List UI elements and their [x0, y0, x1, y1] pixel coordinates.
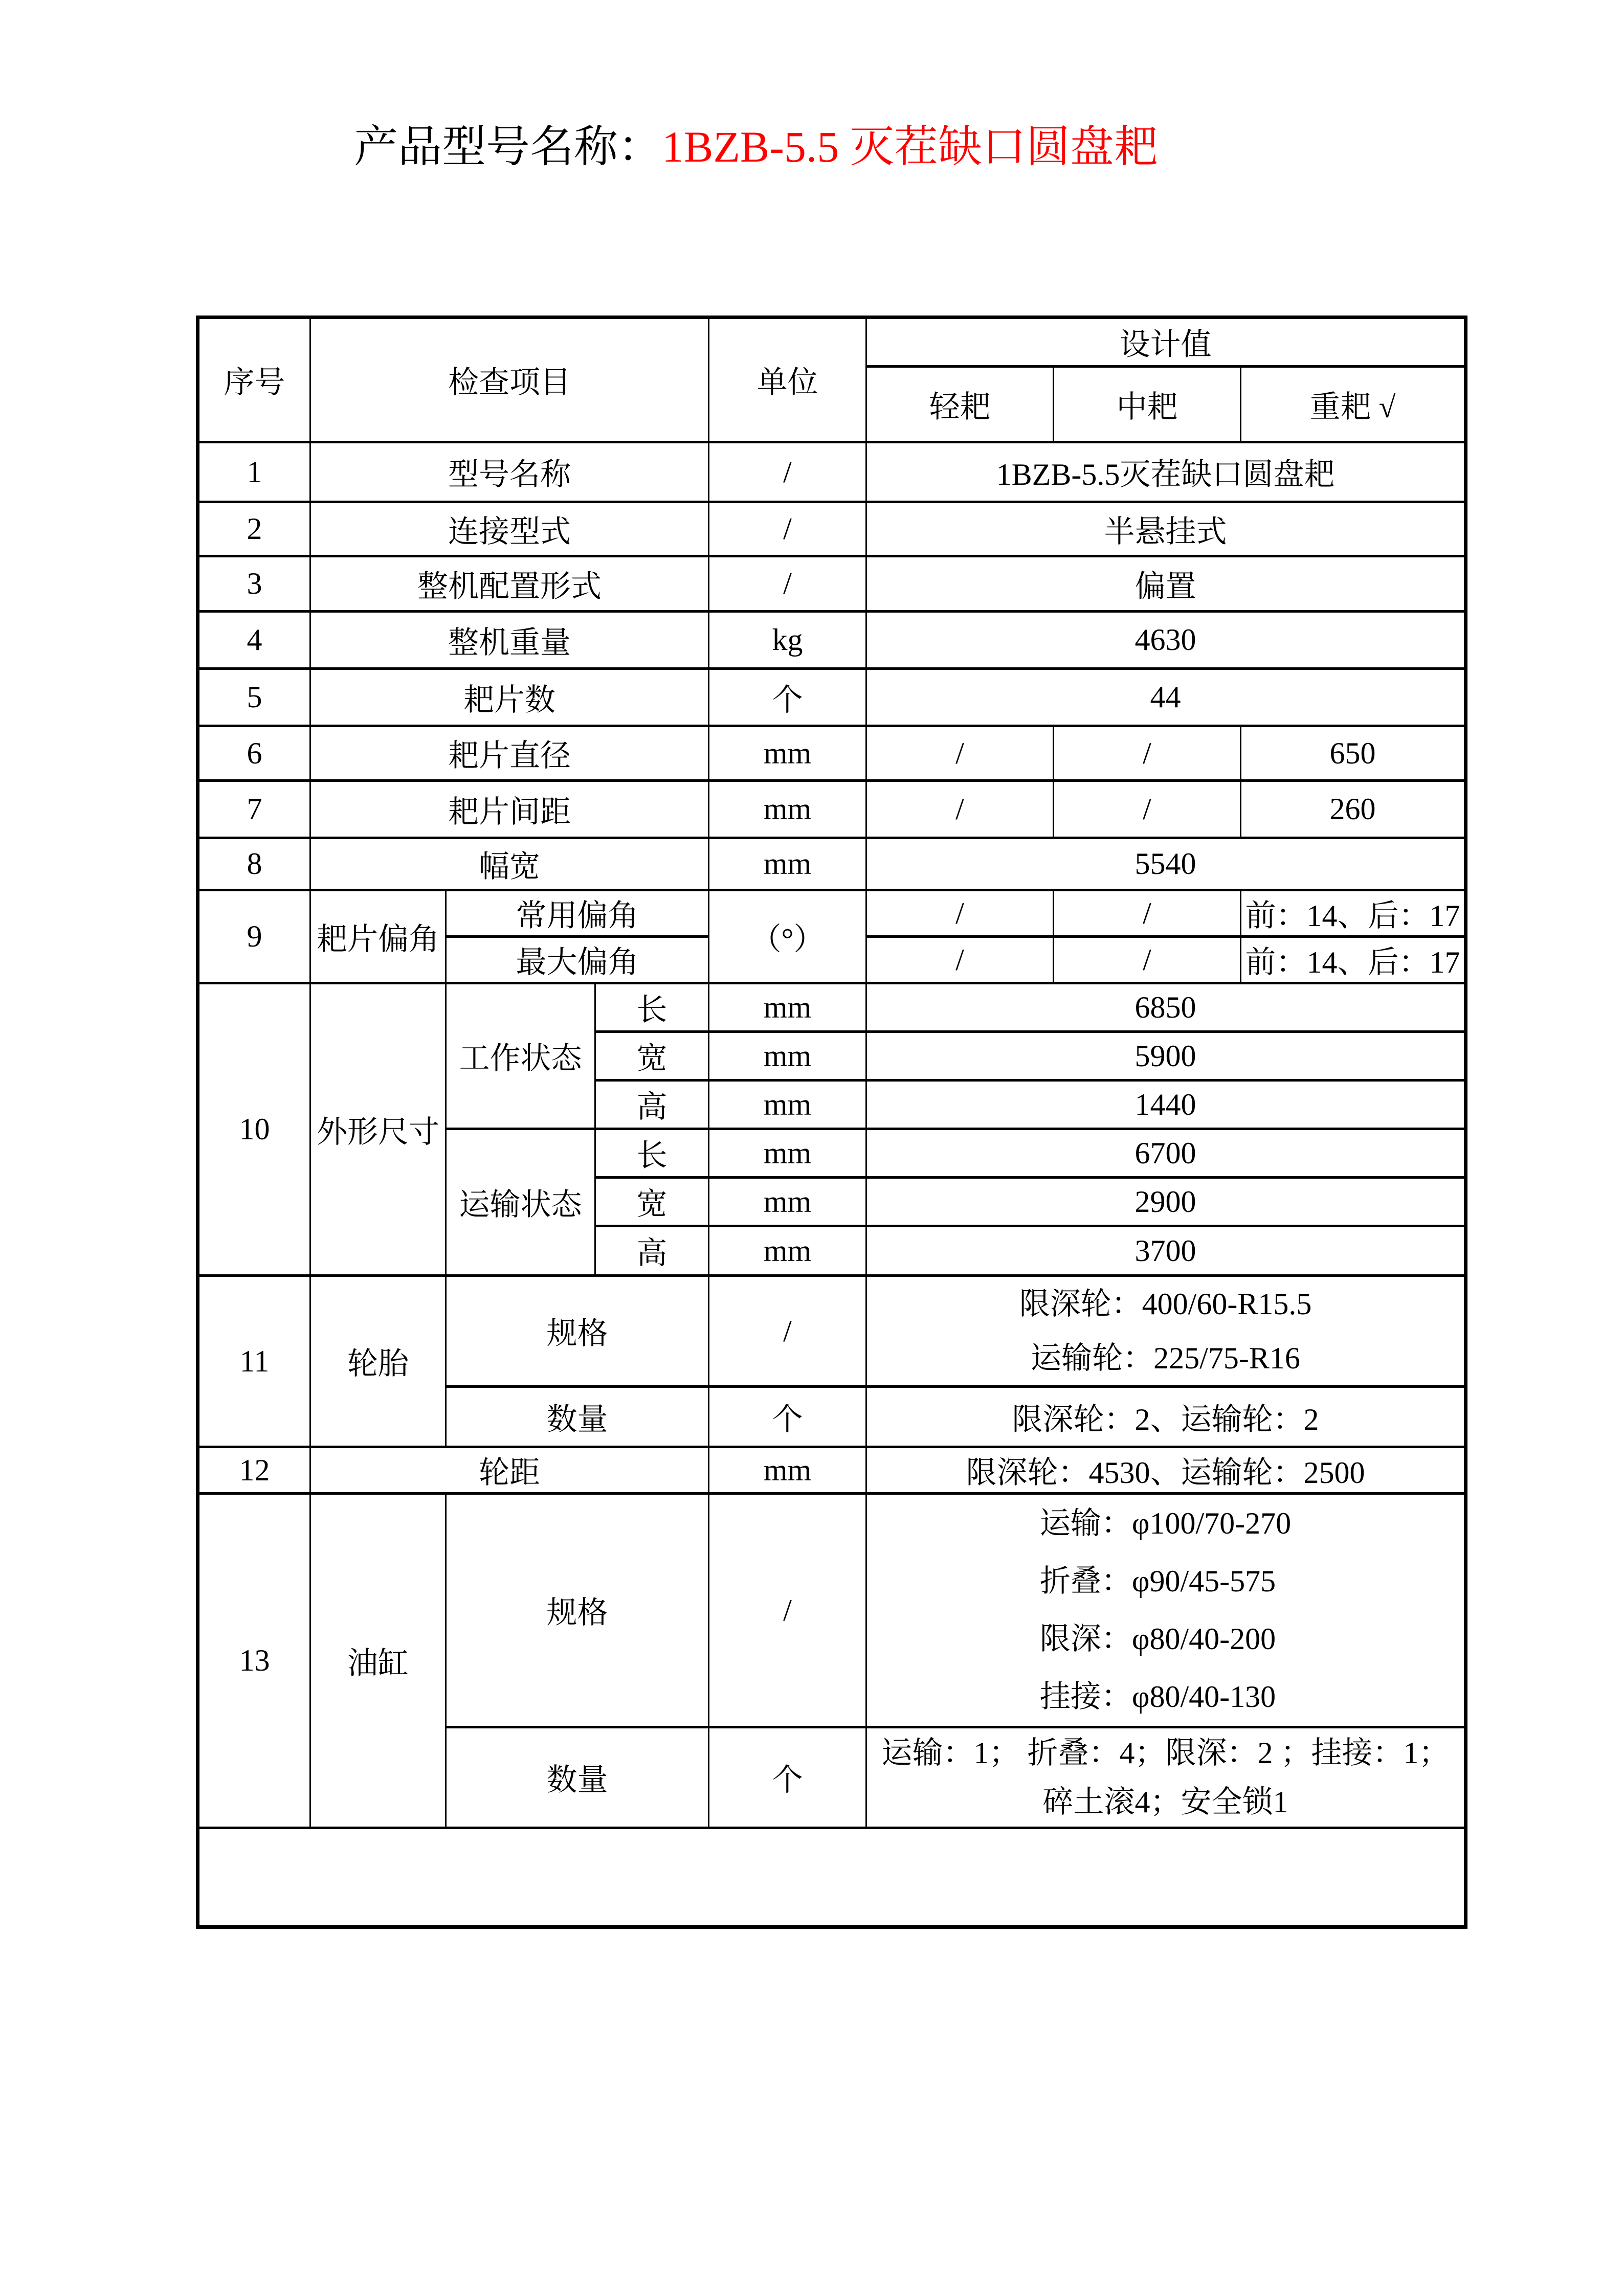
table-row [198, 669, 1466, 726]
row6-serial: 6 [198, 726, 310, 781]
row13-spec-line2: 折叠：φ90/45-575 [1039, 1564, 1276, 1598]
table-row [198, 983, 1466, 1032]
table-row [198, 612, 1466, 669]
row11-qty-label: 数量 [446, 1387, 709, 1447]
row13-serial: 13 [198, 1494, 310, 1828]
row6-medium-value: / [1054, 726, 1241, 781]
row10-transport-width-label: 宽 [595, 1178, 709, 1226]
cylinder-spec-lines [1040, 1495, 1291, 1726]
row10-transport-width-unit: mm [709, 1178, 866, 1226]
row10-serial: 10 [198, 983, 310, 1276]
row10-transport-length-unit: mm [709, 1129, 866, 1178]
row10-transport-height-value: 3700 [866, 1226, 1466, 1276]
row13-spec-line4: 挂接：φ80/40-130 [1039, 1680, 1276, 1714]
header-medium-harrow: 中耙 [1054, 367, 1241, 442]
row10-transport-width-value: 2900 [866, 1178, 1466, 1226]
row3-value: 偏置 [866, 556, 1466, 612]
row7-item: 耙片间距 [310, 781, 709, 838]
row10-transport-length-value: 6700 [866, 1129, 1466, 1178]
row11-qty-unit: 个 [709, 1387, 866, 1447]
row9-unit: （°） [709, 890, 866, 983]
row4-serial: 4 [198, 612, 310, 669]
row3-item: 整机配置形式 [310, 556, 709, 612]
row11-serial: 11 [198, 1276, 310, 1447]
row13-spec-unit: / [709, 1494, 866, 1727]
row8-unit: mm [709, 838, 866, 890]
row7-heavy-value: 260 [1241, 781, 1466, 838]
row9-max-label: 最大偏角 [446, 937, 709, 983]
row5-unit: 个 [709, 669, 866, 726]
spec-table [196, 316, 1467, 1929]
row9-serial: 9 [198, 890, 310, 983]
row11-spec-line1: 限深轮：400/60-R15.5 [1019, 1287, 1312, 1321]
row13-spec-label: 规格 [446, 1494, 709, 1727]
row9-common-heavy: 前：14、后：17 [1241, 890, 1466, 937]
table-row [198, 442, 1466, 502]
row6-light-value: / [866, 726, 1054, 781]
header-design-value: 设计值 [866, 318, 1466, 367]
row6-item: 耙片直径 [310, 726, 709, 781]
row11-qty-value: 限深轮：2、运输轮：2 [866, 1387, 1466, 1447]
row3-unit: / [709, 556, 866, 612]
header-row-1 [198, 318, 1466, 367]
row1-item: 型号名称 [310, 442, 709, 502]
row10-work-length-label: 长 [595, 983, 709, 1032]
header-light-harrow: 轻耙 [866, 367, 1054, 442]
row13-qty-value: 运输：1； 折叠：4；限深：2 ；挂接：1；碎土滚4；安全锁1 [866, 1727, 1466, 1828]
table-row [198, 781, 1466, 838]
row7-serial: 7 [198, 781, 310, 838]
row9-common-label: 常用偏角 [446, 890, 709, 937]
table-row [198, 1494, 1466, 1727]
row1-serial: 1 [198, 442, 310, 502]
row6-unit: mm [709, 726, 866, 781]
row13-item: 油缸 [310, 1494, 446, 1828]
row5-item: 耙片数 [310, 669, 709, 726]
row9-max-medium: / [1054, 937, 1241, 983]
row2-serial: 2 [198, 502, 310, 556]
row9-common-medium: / [1054, 890, 1241, 937]
table-row [198, 502, 1466, 556]
page-title [354, 123, 1158, 171]
row4-unit: kg [709, 612, 866, 669]
row10-work-length-value: 6850 [866, 983, 1466, 1032]
header-item: 检查项目 [310, 318, 709, 442]
row10-transport-height-unit: mm [709, 1226, 866, 1276]
row10-work-height-value: 1440 [866, 1081, 1466, 1129]
row13-spec-line3: 限深：φ80/40-200 [1039, 1622, 1276, 1656]
empty-row-cell [198, 1828, 1466, 1927]
row10-transport-height-label: 高 [595, 1226, 709, 1276]
table-row [198, 726, 1466, 781]
header-heavy-harrow: 重耙 √ [1241, 367, 1466, 442]
row4-value: 4630 [866, 612, 1466, 669]
row7-medium-value: / [1054, 781, 1241, 838]
row13-qty-label: 数量 [446, 1727, 709, 1828]
table-row [198, 890, 1466, 937]
row12-serial: 12 [198, 1447, 310, 1494]
row10-work-length-unit: mm [709, 983, 866, 1032]
row11-spec-value [866, 1276, 1466, 1387]
table-row [198, 1828, 1466, 1927]
row12-item: 轮距 [310, 1447, 709, 1494]
header-serial: 序号 [198, 318, 310, 442]
header-unit: 单位 [709, 318, 866, 442]
row9-max-heavy: 前：14、后：17 [1241, 937, 1466, 983]
row13-qty-unit: 个 [709, 1727, 866, 1828]
title-label: 产品型号名称： [354, 122, 662, 171]
row10-work-width-value: 5900 [866, 1032, 1466, 1081]
row7-light-value: / [866, 781, 1054, 838]
row11-item: 轮胎 [310, 1276, 446, 1447]
row7-unit: mm [709, 781, 866, 838]
row11-spec-label: 规格 [446, 1276, 709, 1387]
row10-work-width-label: 宽 [595, 1032, 709, 1081]
row10-transport-label: 运输状态 [446, 1129, 595, 1276]
row8-item: 幅宽 [310, 838, 709, 890]
row10-work-label: 工作状态 [446, 983, 595, 1129]
row2-item: 连接型式 [310, 502, 709, 556]
row9-max-light: / [866, 937, 1054, 983]
row12-unit: mm [709, 1447, 866, 1494]
row13-spec-value [866, 1494, 1466, 1727]
row2-unit: / [709, 502, 866, 556]
row8-value: 5540 [866, 838, 1466, 890]
row13-spec-line1: 运输：φ100/70-270 [1039, 1506, 1292, 1540]
row3-serial: 3 [198, 556, 310, 612]
row5-value: 44 [866, 669, 1466, 726]
row10-work-height-unit: mm [709, 1081, 866, 1129]
row4-item: 整机重量 [310, 612, 709, 669]
table-row [198, 556, 1466, 612]
row6-heavy-value: 650 [1241, 726, 1466, 781]
row10-work-width-unit: mm [709, 1032, 866, 1081]
row10-item: 外形尺寸 [310, 983, 446, 1276]
row9-item: 耙片偏角 [310, 890, 446, 983]
row2-value: 半悬挂式 [866, 502, 1466, 556]
table-row [198, 838, 1466, 890]
row11-spec-line2: 运输轮：225/75-R16 [1031, 1341, 1300, 1375]
table-row [198, 1447, 1466, 1494]
row9-common-light: / [866, 890, 1054, 937]
table-row [198, 1276, 1466, 1387]
title-model: 1BZB-5.5 灭茬缺口圆盘耙 [662, 122, 1158, 171]
row12-value: 限深轮：4530、运输轮：2500 [866, 1447, 1466, 1494]
row10-transport-length-label: 长 [595, 1129, 709, 1178]
row11-spec-unit: / [709, 1276, 866, 1387]
row1-unit: / [709, 442, 866, 502]
row8-serial: 8 [198, 838, 310, 890]
row5-serial: 5 [198, 669, 310, 726]
row10-work-height-label: 高 [595, 1081, 709, 1129]
row1-value: 1BZB-5.5灭茬缺口圆盘耙 [866, 442, 1466, 502]
